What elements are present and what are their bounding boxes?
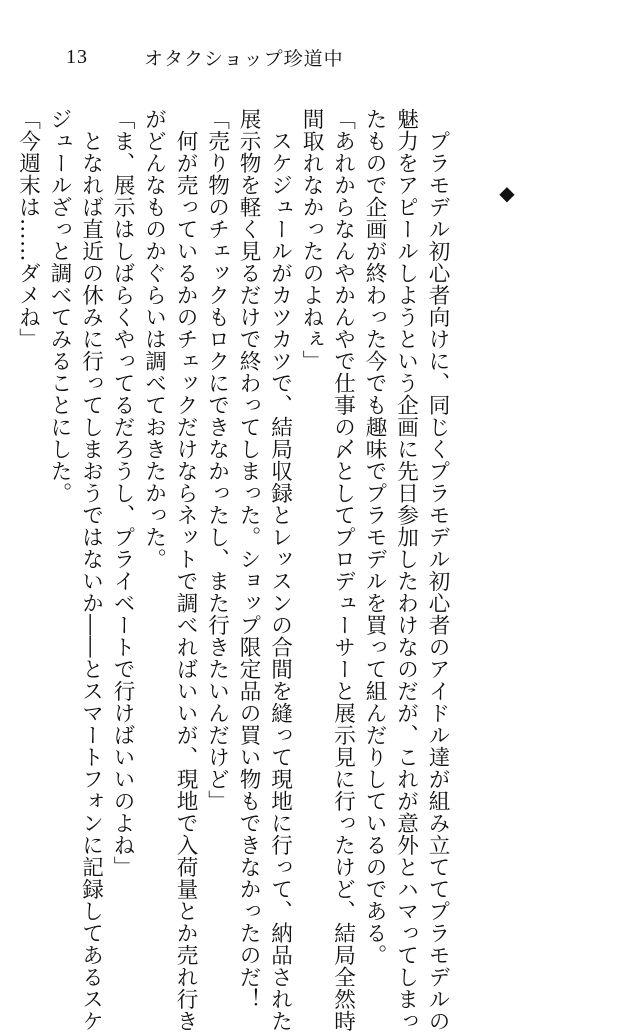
text-column: 「ま、展示はしばらくやってるだろうし、プライベートで行けばいいのよね」 (110, 108, 135, 878)
text-column: 展示物を軽く見るだけで終わってしまった。ショップ限定品の買い物もできなかったのだ！ (236, 108, 261, 1010)
text-column: 何が売っているかのチェックだけならネットで調べればいいが、現地で入荷量とか売れ行き (173, 108, 198, 1032)
page-header (66, 44, 344, 70)
text-column: となれば直近の休みに行ってしまおうではないか――とスマートフォンに記録してあるスケ (78, 108, 104, 1032)
text-column: 間取れなかったのよねぇ」 (299, 108, 324, 372)
text-column: 魅力をアピールしようという企画に先日参加したわけなのだが、これが意外とハマってしまっ (393, 108, 419, 1032)
vertical-body-text (12, 108, 453, 1032)
text-column: がどんなものかぐらいは調べておきたかった。 (141, 108, 167, 570)
text-column: 「売り物のチェックもロクにできなかったし、また行きたいんだけど」 (204, 108, 230, 812)
running-title: オタクショップ珍道中 (144, 47, 344, 70)
text-column: 「あれからなんやかんやで仕事の〆としてプロデューサーと展示見に行ったけど、結局全然時 (330, 108, 356, 1032)
text-column: プラモデル初心者向けに、同じくプラモデル初心者のアイドル達が組み立ててプラモデルの (425, 108, 450, 1032)
text-column: たもので企画が終わった今でも趣味でプラモデルを買って組んだりしているのである。 (362, 108, 387, 966)
section-break-diamond-icon: ◆ (499, 181, 515, 205)
text-column: スケジュールがカツカツで、結局収録とレッスンの合間を縫って現地に行って、納品された (267, 108, 293, 1032)
page-number: 13 (66, 45, 88, 68)
text-column: 「今週末は……ダメね」 (15, 108, 41, 350)
text-column: ジュールざっと調べてみることにした。 (47, 108, 72, 504)
